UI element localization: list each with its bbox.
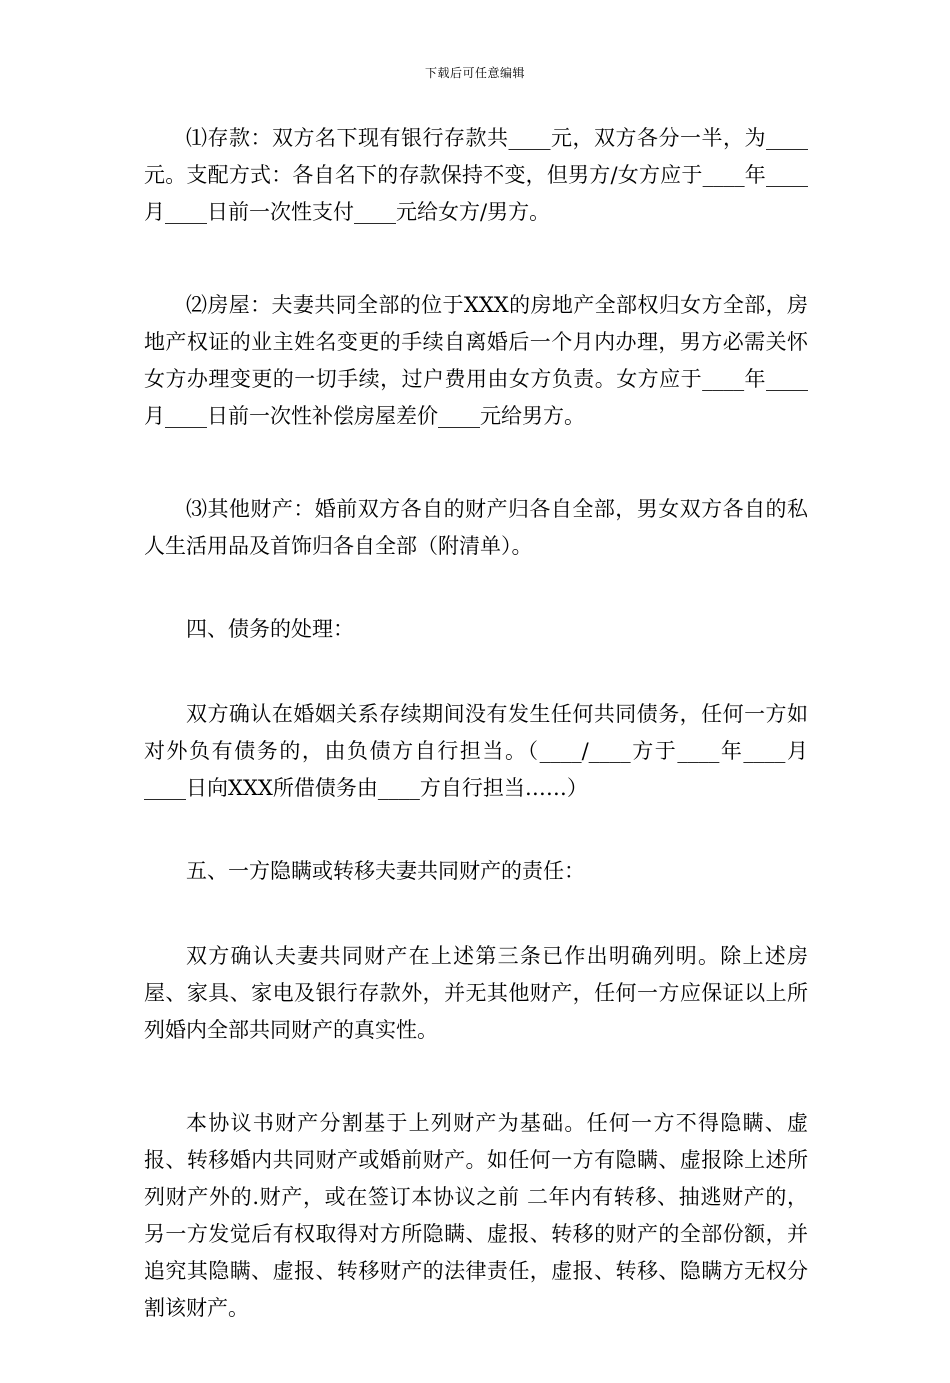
section-four-heading: 四、债务的处理： (186, 617, 354, 641)
page-header-note: 下载后可任意编辑 (424, 66, 525, 80)
paragraph-other-property: ⑶其他财产：婚前双方各自的财产归各自全部，男女双方各自的私人生活用品及首饰归各自全部（附清单）。 (144, 497, 808, 558)
section-five-heading: 五、一方隐瞒或转移夫妻共同财产的责任： (186, 859, 585, 883)
paragraph-debt: 双方确认在婚姻关系存续期间没有发生任何共同债务，任何一方如对外负有债务的，由负债方自行担当。（____/____方于____年____月____日向XXX所借债务由____方自行担当……） (144, 702, 808, 800)
document-body (144, 120, 808, 1383)
paragraph-confirm: 双方确认夫妻共同财产在上述第三条已作出明确列明。除上述房屋、家具、家电及银行存款外，并无其他财产，任何一方应保证以上所列婚内全部共同财产的真实性。 (144, 944, 808, 1042)
paragraph-house: ⑵房屋：夫妻共同全部的位于XXX的房地产全部权归女方全部，房地产权证的业主姓名变更的手续自离婚后一个月内办理，男方必需关怀女方办理变更的一切手续，过户费用由女方负责。女方应于____年____月____日前一次性补偿房屋差价____元给男方。 (144, 293, 808, 428)
paragraph-basis: 本协议书财产分割基于上列财产为基础。任何一方不得隐瞒、虚报、转移婚内共同财产或婚前财产。如任何一方有隐瞒、虚报除上述所列财产外的.财产，或在签订本协议之前 二年内有转移、抽逃财产的，另一方发觉后有权取得对方所隐瞒、虚报、转移的财产的全部份额，并追究其隐瞒、虚报、转移财产的法律责任，虚报、转移、隐瞒方无权分割该财产。 (144, 1111, 808, 1320)
paragraph-deposit: ⑴存款：双方名下现有银行存款共____元，双方各分一半，为____元。支配方式：各自名下的存款保持不变，但男方/女方应于____年____月____日前一次性支付____元给女方/男方。 (144, 126, 808, 224)
